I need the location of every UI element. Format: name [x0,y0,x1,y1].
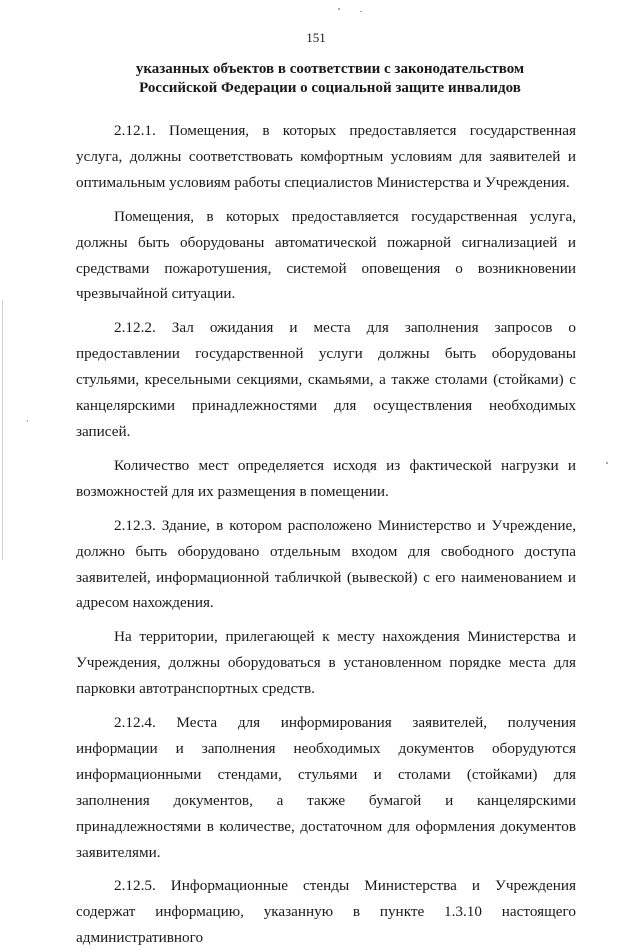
paragraph-2-12-3: 2.12.3. Здание, в котором расположено Министерство и Учреждение, должно быть оборудовано отдельным входом для свободного доступа заявителей, информационной табличкой (вывеской) с его наименованием и адресом нахождения. [76,516,576,612]
paragraph-fire-safety: Помещения, в которых предоставляется государственная услуга, должны быть оборудованы автоматической пожарной сигнализацией и средствами пожаротушения, системой оповещения о возникновении чрезвычайной ситуации. [76,207,576,303]
scan-speck [360,11,362,12]
paragraph-seat-count: Количество мест определяется исходя из фактической нагрузки и возможностей для их размещения в помещении. [76,456,576,500]
section-heading [95,60,565,98]
paragraph-parking: На территории, прилегающей к месту нахождения Министерства и Учреждения, должны оборудоваться в установленном порядке места для парковки автотранспортных средств. [76,628,576,698]
page-number: 151 [306,30,326,45]
scan-speck [27,420,28,422]
scan-speck [338,8,340,10]
scan-edge-line [2,300,3,560]
heading-line-2: Российской Федерации о социальной защите инвалидов [139,80,521,96]
paragraph-2-12-4: 2.12.4. Места для информирования заявителей, получения информации и заполнения необходимых документов оборудуются информационными стендами, стульями и столами (стойками) для заполнения документов, а также бумагой и канцелярскими принадлежностями в количестве, достаточном для оформления документов заявителями. [76,714,576,861]
body-text [76,118,576,951]
heading-line-1: указанных объектов в соответствии с законодательством [135,61,525,77]
paragraph-2-12-5: 2.12.5. Информационные стенды Министерства и Учреждения содержат информацию, указанную в пункте 1.3.10 настоящего административного [76,877,576,947]
paragraph-2-12-2: 2.12.2. Зал ожидания и места для заполнения запросов о предоставлении государственной услуги должны быть оборудованы стульями, кресельными секциями, скамьями, а также столами (стойками) с канцелярскими принадлежностями для осуществления необходимых записей. [76,319,576,440]
paragraph-2-12-1: 2.12.1. Помещения, в которых предоставляется государственная услуга, должны соответствовать комфортным условиям для заявителей и оптимальным условиям работы специалистов Министерства и Учреждения. [76,122,576,191]
scan-speck [606,462,608,464]
